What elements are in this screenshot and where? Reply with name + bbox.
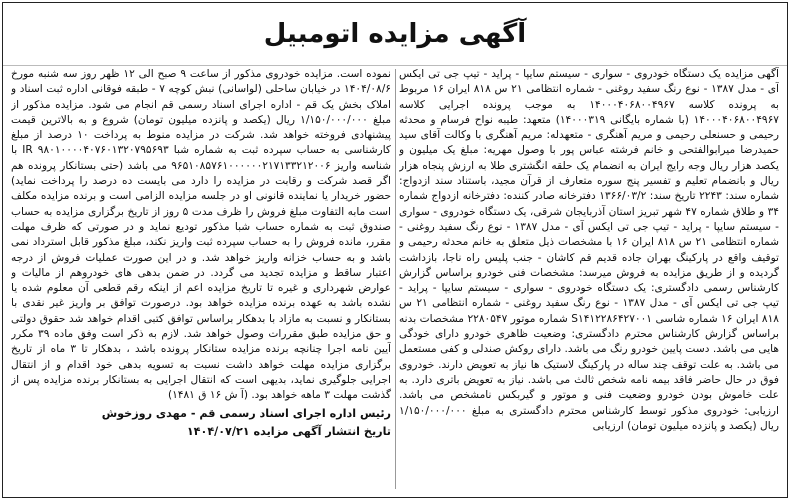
notice-frame — [2, 2, 788, 498]
column-right — [399, 67, 779, 495]
title-bar — [3, 3, 787, 66]
signature-line: رئیس اداره اجرای اسناد رسمی قم - مهدی روزخوش — [101, 406, 391, 420]
notice-title: آگهی مزایده اتومبیل — [263, 19, 527, 49]
column-divider — [395, 69, 396, 489]
column-left-text: نموده است. مزایده خودروی مذکور از ساعت ۹ صبح الی ۱۲ ظهر روز سه شنبه مورخ ۱۴۰۴/۰۸/۶ در خیابان ساحلی (لواسانی) نبش کوچه ۷ - طبقه فوقانی اداره ثبت اسناد و املاک بخش یک قم - اداره اجرای اسناد رسمی قم انجام می شود. مزایده مذکور از مبلغ ۱/۱۵۰/۰۰۰/۰۰۰ ریال (یکصد و پانزده میلیون تومان) شروع و به بالاترین قیمت پیشنهادی فروخته خواهد شد. شرکت در مزایده منوط به پرداخت ۱۰ درصد از مبلغ کارشناسی به حساب سپرده ثبت به شماره شبا IR ۹۸۰۱۰۰۰۰۴۰۷۶۰۱۳۲۰۷۹۵۶۹۳ با شناسه واریز ۹۶۵۱۰۸۵۷۶۱۰۰۰۰۰۰۲۱۷۱۳۳۲۱۲۰۰۶ می باشد (حتی بستانکار پرونده هم اگر قصد شرکت و رقابت در مزایده را دارد می بایست ده درصد را پرداخت نماید) حضور خریدار یا نماینده قانونی او در جلسه مزایده الزامی است و برنده مزایده مکلف است مابه التفاوت مبلغ فروش را ظرف مدت ۵ روز از تاریخ برگزاری مزایده به حساب صندوق ثبت به شماره حساب شبا مذکور تودیع نماید و در صورتی که ظرف مهلت مقرر، مانده فروش را به حساب سپرده ثبت واریز نکند، مبلغ مذکور قابل استرداد نمی باشد و به حساب خزانه واریز خواهد شد. و در این صورت عملیات فروش از درجه اعتبار ساقط و مزایده تجدید می گردد. در ضمن بدهی های خودروهم از مالیات و عوارض شهرداری و غیره تا تاریخ مزایده اعم از اینکه رقم قطعی آن معلوم شده یا نشده باشد به عهده برنده مزایده خواهد بود. درصورت توافق بر واریز غیر نقدی با بستانکار و نسبت به مازاد با بدهکار براساس توافق کتبی اقدام خواهد شد حقوق دولتی و حق مزایده طبق مقررات وصول خواهد شد. لازم به ذکر است وفق ماده ۳۹ مکرر آیین نامه اجرا چنانچه برنده مزایده ستانکار پرونده باشد ، بدهکار تا ۳ ماه از تاریخ برگزاری مزایده مهلت خواهد داشت نسبت به تسویه بدهی خود اقدام و از انتقال اجرایی جلوگیری نماید، بدیهی است که انتقال اجرایی به بستانکار برنده مزایده پس از گذشت مهلت ۳ ماهه خواهد بود. (آ ش ۱۶ ق ۱۴۸۱) — [11, 68, 391, 402]
publish-date-line: تاریخ انتشار آگهی مزایده ۱۴۰۴/۰۷/۲۱ — [186, 424, 391, 438]
column-right-text: آگهی مزایده یک دستگاه خودروی - سواری - سیستم سایپا - پراید - تیپ جی تی ایکس آی - مدل ۱۳۸۷ - نوع رنگ سفید روغنی - شماره انتظامی ۲۱ س ۸۱۸ ایران ۱۶ مربوط به پرونده کلاسه ۱۴۰۰۰۴۰۶۸۰۰۴۹۶۷ به موجب پرونده اجرایی کلاسه ۱۴۰۰۰۴۰۶۸۰۰۴۹۶۷ (با شماره بایگانی ۱۴۰۰۰۳۱۹) متعهد: طیبه نواح فرسام و محدثه رحیمی و حسنعلی رحیمی و مریم آهنگری - متعهدله: مریم آهنگری با وکالت آقای سید حمیدرضا میرابوالفتحی و خانم فرشته عباس پور با وصول مهریه: مبلغ یک میلیون و یکصد هزار ریال وجه رایج ایران به انضمام یک حلقه انگشتری طلا به ارزش پنجاه هزار ریال و بانضمام تعلیم و تفسیر پنج سوره متعارف از قرآن مجید، باستناد سند ازدواج: شماره سند: ۲۲۴۳ تاریخ سند: ۱۳۶۶/۰۳/۲ دفترخانه صادر کننده: دفترخانه ازدواج شماره ۳۴ و طلاق شماره ۴۷ شهر تبریز استان آذربایجان شرقی، یک دستگاه خودروی - سواری - سیستم سایپا - پراید - تیپ جی تی ایکس آی - مدل ۱۳۸۷ - نوع رنگ سفید روغنی - شماره انتظامی ۲۱ س ۸۱۸ ایران ۱۶ با مشخصات ذیل متعلق به خانم محدثه رحیمی و توقیف واقع در پارکینگ بهران جاده قدیم قم کاشان - جنب پلیس راه ناجا، بازداشت گردیده و از طریق مزایده به فروش میرسد: مشخصات فنی خودرو براساس گزارش کارشناس رسمی دادگستری: یک دستگاه خودروی - سواری - سیستم سایپا - پراید - تیپ جی تی ایکس آی - مدل ۱۳۸۷ - نوع رنگ سفید روغنی - شماره انتظامی ۲۱ س ۸۱۸ ایران ۱۶ شماره شاسی S۱۴۱۲۲۸۶۴۲۷۰۰۱ شماره موتور ۲۲۸۰۵۴۷ مشخصات بدنه براساس گزارش کارشناس محترم دادگستری: وضعیت ظاهری خودرو دارای خودگی هایی می باشد. دست پایین خودرو رنگ می باشد. دارای روکش صندلی و کفی مستعمل می باشد. به علت توقف چند ساله در پارکینگ لاستیک ها نیاز به تعویض دارند. خودروی فوق در حال حاضر فاقد بیمه نامه شخص ثالث می باشد. نیاز به تعویض باتری دارد. به علت خاموش بودن خودرو وضعیت فنی و موتور و گیربکس نامشخص می باشد. ارزیابی: خودروی مذکور توسط کارشناس محترم دادگستری به مبلغ ۱/۱۵۰/۰۰۰/۰۰۰ ریال (یکصد و پانزده میلیون تومان) ارزیابی — [399, 68, 779, 432]
column-left — [11, 67, 391, 495]
